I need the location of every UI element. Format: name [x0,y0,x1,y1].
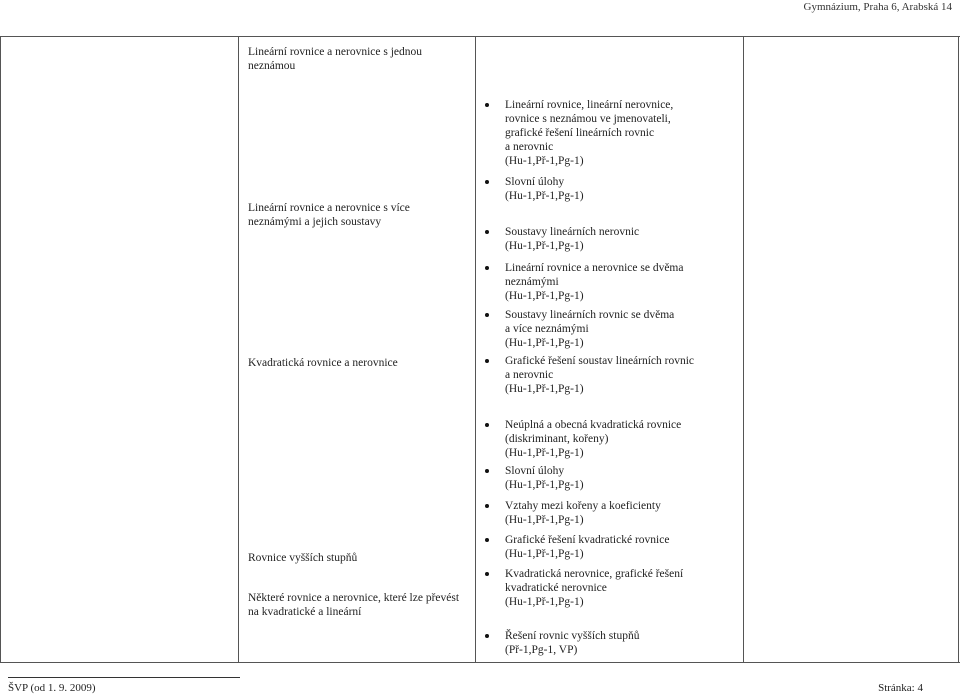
table-border-right [958,36,959,663]
list-item: Řešení rovnic vyšších stupňů (Př-1,Pg-1, VP) [491,629,731,657]
bullet-icon [485,572,489,576]
footer-page-number: Stránka: 4 [878,682,923,694]
list-item: Grafické řešení kvadratické rovnice (Hu-1,Př-1,Pg-1) [491,533,731,561]
page-header: Gymnázium, Praha 6, Arabská 14 [803,1,952,13]
footer-version: ŠVP (od 1. 9. 2009) [8,682,96,694]
list-item: Kvadratická nerovnice, grafické řešení kvadratické nerovnice (Hu-1,Př-1,Pg-1) [491,567,731,609]
topic-linear-one-unknown: Lineární rovnice a nerovnice s jednou neznámou [248,46,423,72]
topic-reducible-equations: Některé rovnice a nerovnice, které lze převést na kvadratické a lineární [248,592,460,618]
bullet-icon [485,469,489,473]
bullet-icon [485,538,489,542]
list-item: Slovní úlohy (Hu-1,Př-1,Pg-1) [491,464,731,492]
bullet-icon [485,266,489,270]
topic-higher-degree: Rovnice vyšších stupňů [248,552,358,564]
table-border-col1 [238,36,239,663]
topic-quadratic: Kvadratická rovnice a nerovnice [248,357,398,369]
table-border-left [0,36,1,663]
list-item: Vztahy mezi kořeny a koeficienty (Hu-1,Př-1,Pg-1) [491,499,731,527]
list-item: Soustavy lineárních nerovnic (Hu-1,Př-1,Pg-1) [491,225,731,253]
list-item: Lineární rovnice a nerovnice se dvěma neznámými (Hu-1,Př-1,Pg-1) [491,261,731,303]
table-top-border [0,36,960,37]
bullet-icon [485,313,489,317]
list-item: Slovní úlohy (Hu-1,Př-1,Pg-1) [491,175,731,203]
bullet-icon [485,230,489,234]
bullet-icon [485,359,489,363]
footer-divider [8,677,240,678]
bullet-icon [485,423,489,427]
bullet-icon [485,103,489,107]
list-item: Lineární rovnice, lineární nerovnice, rovnice s neznámou ve jmenovateli, grafické řešení lineárních rovnic a nerovnic (Hu-1,Př-1,Pg-1) [491,98,731,168]
table-border-col2 [475,36,476,663]
list-item: Soustavy lineárních rovnic se dvěma a více neznámými (Hu-1,Př-1,Pg-1) [491,308,731,350]
bullet-icon [485,504,489,508]
bullet-icon [485,180,489,184]
list-item: Grafické řešení soustav lineárních rovnic a nerovnic (Hu-1,Př-1,Pg-1) [491,354,731,396]
list-item: Neúplná a obecná kvadratická rovnice (diskriminant, kořeny) (Hu-1,Př-1,Pg-1) [491,418,731,460]
table-border-col3 [743,36,744,663]
bullet-icon [485,634,489,638]
topic-linear-systems: Lineární rovnice a nerovnice s více neznámými a jejich soustavy [248,202,410,228]
table-bottom-border [0,662,960,663]
